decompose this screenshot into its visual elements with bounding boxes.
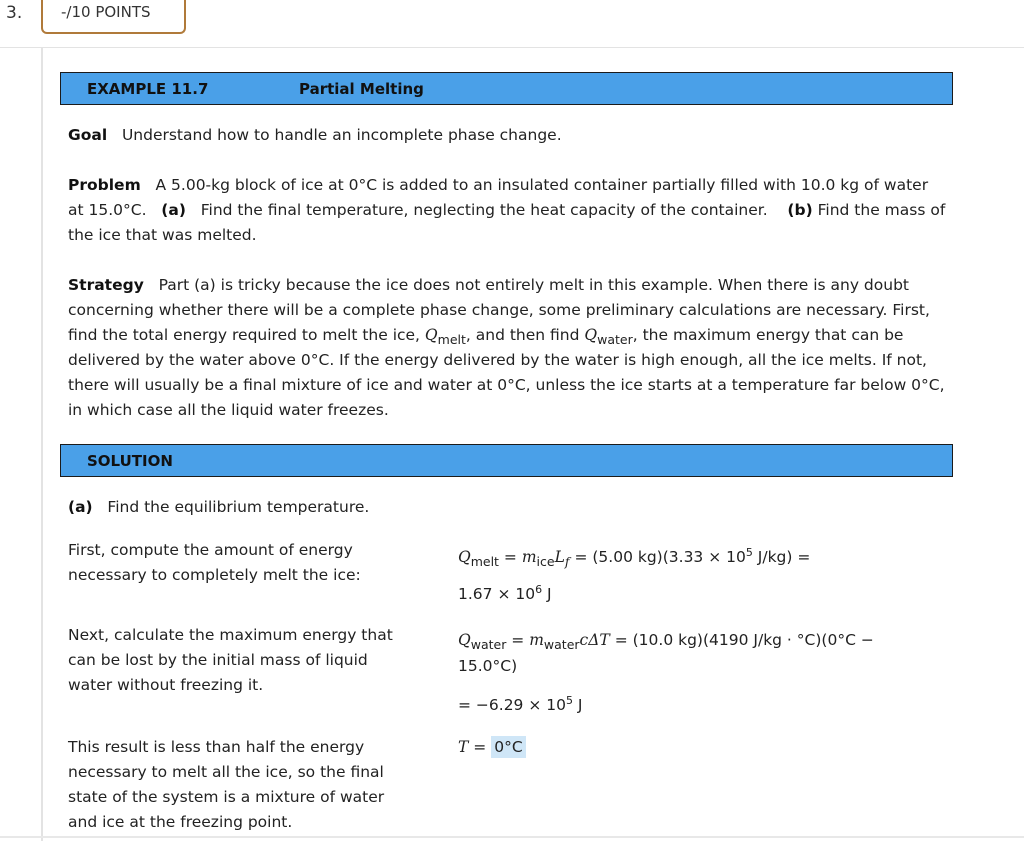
problem-label: Problem — [68, 176, 141, 194]
solution-part-a-label: (a) — [68, 498, 93, 516]
mass-symbol: m — [521, 548, 537, 566]
delta-t-symbol: ΔT — [588, 631, 610, 649]
strategy-text-1: Part (a) is tricky because the ice does not entirely melt in this example. When there is any doubt concerning whether there will be a complete phase change, some preliminary calculations are necessary. First, find the total energy required to melt the ice, — [68, 276, 930, 344]
example-title: Partial Melting — [299, 80, 424, 98]
solution-part-a-text: Find the equilibrium temperature. — [107, 498, 370, 516]
problem-part-a: Find the final temperature, neglecting the heat capacity of the container. — [200, 201, 768, 219]
mass-subscript: ice — [536, 554, 555, 569]
solution-part-a — [68, 495, 948, 520]
answer-field[interactable]: 0°C — [491, 736, 525, 758]
question-number: 3. — [6, 3, 23, 23]
problem-paragraph — [68, 173, 948, 248]
goal-text: Understand how to handle an incomplete phase change. — [121, 126, 562, 144]
example-header — [60, 72, 953, 105]
problem-part-b-label: (b) — [787, 201, 813, 219]
temperature-symbol: T — [458, 738, 469, 756]
points-label: -/10 POINTS — [61, 3, 151, 21]
step1-result — [458, 582, 938, 608]
step1-rhs-end: J/kg) = — [752, 548, 811, 566]
step1-exponent: 5 — [745, 546, 753, 559]
solution-label: SOLUTION — [87, 452, 173, 470]
goal-label: Goal — [68, 126, 108, 144]
mass-symbol: m — [529, 631, 544, 649]
left-divider — [41, 47, 43, 841]
step2-description: Next, calculate the maximum energy that can be lost by the initial mass of liquid water without freezing it. — [68, 626, 393, 694]
points-tab[interactable] — [41, 0, 186, 34]
top-divider — [0, 47, 1024, 48]
q-symbol: Q — [458, 548, 471, 566]
goal-paragraph — [68, 123, 948, 148]
step3-description: This result is less than half the energy necessary to melt all the ice, so the final state of the system is a mixture of water and ice at the freezing point. — [68, 738, 385, 831]
strategy-text-2: , and then find — [465, 326, 580, 344]
step3-equation — [458, 735, 938, 760]
step1-result-unit: J — [542, 585, 552, 603]
step2-line2: 15.0°C) — [458, 657, 518, 675]
step2-rhs: = (10.0 kg)(4190 J/kg · °C)(0°C − — [614, 631, 874, 649]
step2-result-value: = −6.29 × 10 — [458, 696, 566, 714]
step1-equation — [458, 545, 938, 571]
example-label: EXAMPLE 11.7 — [87, 80, 209, 98]
equals-sign: = — [503, 548, 517, 566]
q-symbol: Q — [458, 631, 471, 649]
problem-text: A 5.00-kg block of ice at 0°C is added to an insulated container partially filled with 10.0 kg of water at 15.0°C. — [68, 176, 929, 219]
strategy-label: Strategy — [68, 276, 144, 294]
bottom-divider — [0, 836, 1024, 838]
q-subscript: melt — [470, 554, 499, 569]
step2-result-exponent: 5 — [565, 694, 573, 707]
solution-header — [60, 444, 953, 477]
step1-result-exponent: 6 — [535, 583, 543, 596]
step2-result — [458, 693, 938, 719]
step1-rhs: = (5.00 kg)(3.33 × 10 — [574, 548, 746, 566]
step1-description: First, compute the amount of energy necessary to completely melt the ice: — [68, 541, 361, 584]
mass-subscript: water — [543, 637, 580, 652]
q-subscript: water — [470, 637, 507, 652]
problem-part-a-label: (a) — [161, 201, 186, 219]
q-melt-symbol: Q — [424, 326, 438, 344]
equals-sign: = — [473, 738, 487, 756]
specific-heat-symbol: c — [579, 631, 589, 649]
strategy-text-3: , the maximum energy that can be delivered by the water above 0°C. If the energy delivered by the water is high enough, all the ice melts. If not, there will usually be a final mixture of ice and water at 0°C, unless the ice starts at a temperature far below 0°C, in which case all the liquid water freezes. — [68, 326, 945, 419]
latent-heat-subscript: f — [564, 554, 570, 569]
q-water-symbol: Q — [584, 326, 598, 344]
latent-heat-symbol: L — [554, 548, 565, 566]
step2-result-unit: J — [572, 696, 583, 714]
problem-part-b: Find the mass of the ice that was melted. — [68, 201, 946, 244]
equals-sign: = — [511, 631, 525, 649]
strategy-paragraph — [68, 273, 948, 423]
q-water-subscript: water — [597, 332, 633, 347]
step1-result-value: 1.67 × 10 — [458, 585, 536, 603]
q-melt-subscript: melt — [437, 332, 466, 347]
step2-equation — [458, 628, 938, 653]
